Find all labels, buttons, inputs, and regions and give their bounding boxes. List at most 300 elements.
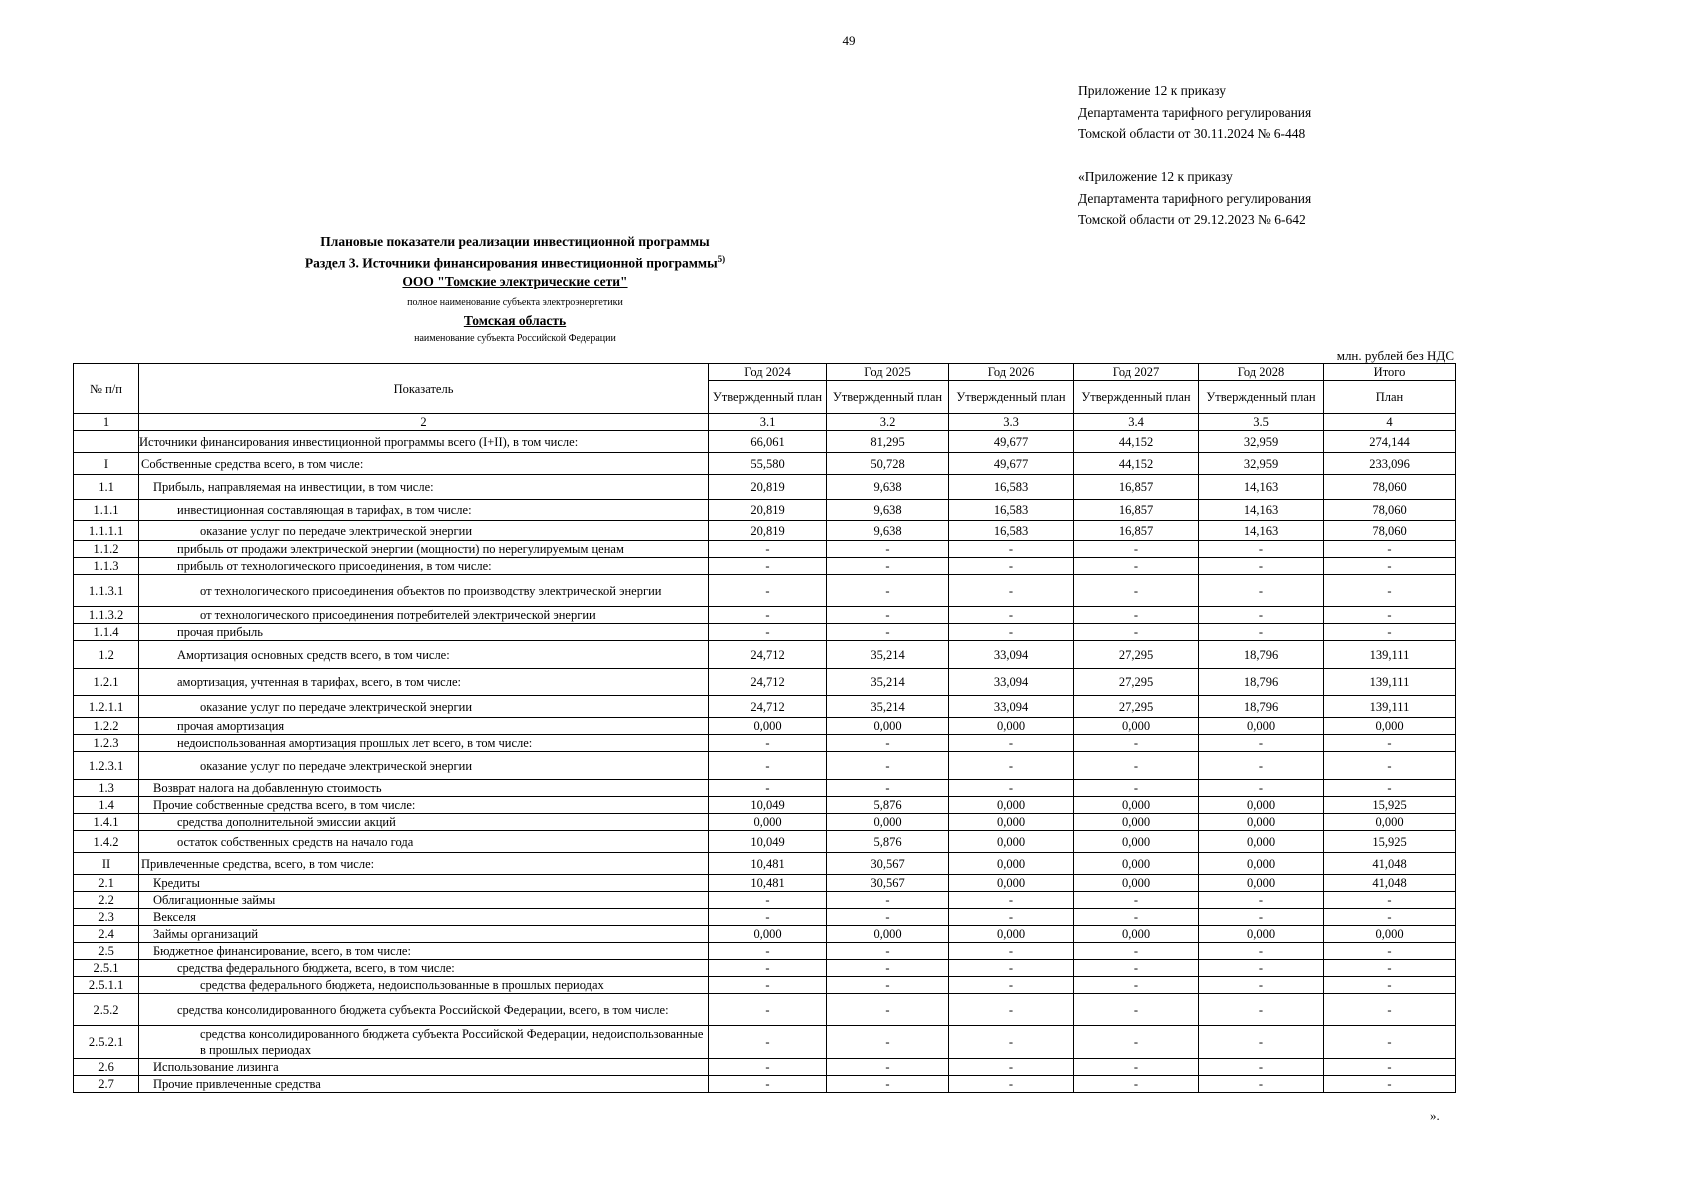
- row-year-value: -: [709, 735, 827, 752]
- appendix-current-line: Департамента тарифного регулирования: [1078, 104, 1312, 120]
- row-number: 1.1.3.1: [74, 575, 139, 607]
- row-number: 1.1.2: [74, 541, 139, 558]
- row-year-value: -: [1074, 624, 1199, 641]
- row-indicator: оказание услуг по передаче электрической энергии: [139, 696, 709, 718]
- row-year-value: 9,638: [827, 521, 949, 541]
- row-total-value: -: [1324, 977, 1456, 994]
- row-year-value: -: [827, 624, 949, 641]
- row-year-value: -: [827, 1026, 949, 1059]
- table-row: [74, 853, 1456, 875]
- row-year-value: 0,000: [949, 926, 1074, 943]
- table-row: [74, 500, 1456, 521]
- row-year-value: 0,000: [827, 814, 949, 831]
- row-year-value: -: [1074, 780, 1199, 797]
- page-number: 49: [842, 33, 856, 48]
- row-year-value: -: [827, 607, 949, 624]
- row-year-value: -: [1199, 994, 1324, 1026]
- row-year-value: 16,857: [1074, 500, 1199, 521]
- row-number: 1.2: [74, 641, 139, 669]
- row-year-value: 20,819: [709, 500, 827, 521]
- row-year-value: 0,000: [1074, 718, 1199, 735]
- row-year-value: 30,567: [827, 875, 949, 892]
- column-number: 3.5: [1199, 414, 1324, 431]
- table-row: [74, 735, 1456, 752]
- table-row: [74, 624, 1456, 641]
- row-year-value: -: [1199, 1026, 1324, 1059]
- row-year-value: 0,000: [949, 718, 1074, 735]
- entity-caption: полное наименование субъекта электроэнергетики: [407, 297, 623, 308]
- row-number: 1.1.3: [74, 558, 139, 575]
- row-year-value: 33,094: [949, 641, 1074, 669]
- table-row: [74, 521, 1456, 541]
- table-row: [74, 575, 1456, 607]
- row-total-value: 0,000: [1324, 926, 1456, 943]
- row-number: [74, 431, 139, 453]
- table-row: [74, 960, 1456, 977]
- table-row: [74, 909, 1456, 926]
- row-year-value: -: [949, 1076, 1074, 1093]
- row-year-value: 9,638: [827, 475, 949, 500]
- row-year-value: 44,152: [1074, 453, 1199, 475]
- row-indicator: оказание услуг по передаче электрической энергии: [139, 521, 709, 541]
- row-indicator: Прочие собственные средства всего, в том числе:: [139, 797, 709, 814]
- row-number: 2.5.1.1: [74, 977, 139, 994]
- row-indicator: средства консолидированного бюджета субъекта Российской Федерации, всего, в том числе:: [139, 994, 709, 1026]
- table-row: [74, 814, 1456, 831]
- row-total-value: 139,111: [1324, 669, 1456, 696]
- row-year-value: 0,000: [1199, 814, 1324, 831]
- row-total-value: -: [1324, 1076, 1456, 1093]
- row-year-value: -: [709, 624, 827, 641]
- table-row: [74, 607, 1456, 624]
- row-year-value: 20,819: [709, 475, 827, 500]
- column-number: 3.1: [709, 414, 827, 431]
- row-year-value: -: [827, 909, 949, 926]
- row-year-value: -: [949, 1026, 1074, 1059]
- row-year-value: -: [1199, 909, 1324, 926]
- table-row: [74, 977, 1456, 994]
- table-row: [74, 1026, 1456, 1059]
- header-plan-kind: Утвержденный план: [1074, 381, 1199, 414]
- row-indicator: прибыль от продажи электрической энергии (мощности) по нерегулируемым ценам: [139, 541, 709, 558]
- table-row: [74, 831, 1456, 853]
- row-year-value: -: [1199, 960, 1324, 977]
- row-indicator: прочая прибыль: [139, 624, 709, 641]
- row-total-value: -: [1324, 558, 1456, 575]
- row-year-value: 16,583: [949, 521, 1074, 541]
- row-year-value: -: [827, 780, 949, 797]
- row-year-value: 0,000: [709, 814, 827, 831]
- row-year-value: -: [709, 977, 827, 994]
- row-indicator: средства дополнительной эмиссии акций: [139, 814, 709, 831]
- row-year-value: 0,000: [1199, 797, 1324, 814]
- row-year-value: -: [949, 575, 1074, 607]
- row-year-value: -: [827, 977, 949, 994]
- row-year-value: 33,094: [949, 669, 1074, 696]
- row-indicator: Облигационные займы: [139, 892, 709, 909]
- row-indicator: средства консолидированного бюджета субъекта Российской Федерации, недоиспользованные в прошлых периодах: [139, 1026, 709, 1059]
- row-year-value: 0,000: [1199, 926, 1324, 943]
- appendix-previous: [1078, 166, 1311, 231]
- row-total-value: 0,000: [1324, 718, 1456, 735]
- row-year-value: -: [827, 892, 949, 909]
- header-plan-kind: Утвержденный план: [827, 381, 949, 414]
- row-year-value: -: [709, 909, 827, 926]
- row-year-value: -: [1199, 624, 1324, 641]
- row-year-value: -: [827, 960, 949, 977]
- row-total-value: 15,925: [1324, 831, 1456, 853]
- header-indicator: Показатель: [139, 364, 709, 414]
- row-year-value: 24,712: [709, 641, 827, 669]
- row-year-value: -: [1199, 607, 1324, 624]
- row-number: 2.4: [74, 926, 139, 943]
- row-total-value: -: [1324, 575, 1456, 607]
- row-year-value: 10,049: [709, 831, 827, 853]
- row-year-value: 27,295: [1074, 696, 1199, 718]
- row-year-value: 27,295: [1074, 641, 1199, 669]
- row-year-value: 14,163: [1199, 500, 1324, 521]
- row-number: 2.1: [74, 875, 139, 892]
- row-total-value: -: [1324, 780, 1456, 797]
- row-year-value: -: [1199, 977, 1324, 994]
- row-total-value: -: [1324, 735, 1456, 752]
- row-year-value: -: [1074, 892, 1199, 909]
- table-header: [74, 364, 1456, 431]
- row-number: 2.6: [74, 1059, 139, 1076]
- row-year-value: 32,959: [1199, 453, 1324, 475]
- row-year-value: 32,959: [1199, 431, 1324, 453]
- column-number: 3.4: [1074, 414, 1199, 431]
- row-year-value: 35,214: [827, 669, 949, 696]
- row-year-value: 44,152: [1074, 431, 1199, 453]
- row-year-value: 10,481: [709, 875, 827, 892]
- row-year-value: 16,857: [1074, 475, 1199, 500]
- row-indicator: инвестиционная составляющая в тарифах, в том числе:: [139, 500, 709, 521]
- row-number: 1.3: [74, 780, 139, 797]
- table-row: [74, 875, 1456, 892]
- row-number: 2.7: [74, 1076, 139, 1093]
- closing-quote: ».: [1430, 1108, 1440, 1123]
- row-number: I: [74, 453, 139, 475]
- appendix-current: [1078, 80, 1311, 145]
- row-year-value: -: [1074, 1026, 1199, 1059]
- row-year-value: -: [1199, 735, 1324, 752]
- table-row: [74, 797, 1456, 814]
- appendix-previous-line: «Приложение 12 к приказу: [1078, 169, 1233, 184]
- row-year-value: 50,728: [827, 453, 949, 475]
- row-year-value: 35,214: [827, 696, 949, 718]
- row-year-value: -: [709, 607, 827, 624]
- row-number: 1.4: [74, 797, 139, 814]
- row-year-value: 55,580: [709, 453, 827, 475]
- row-number: 1.4.1: [74, 814, 139, 831]
- header-year: Год 2026: [949, 364, 1074, 381]
- row-number: 2.5.2.1: [74, 1026, 139, 1059]
- row-year-value: 0,000: [949, 875, 1074, 892]
- row-year-value: 16,583: [949, 500, 1074, 521]
- row-number: II: [74, 853, 139, 875]
- row-year-value: 0,000: [949, 831, 1074, 853]
- row-year-value: 49,677: [949, 431, 1074, 453]
- row-number: 1.2.2: [74, 718, 139, 735]
- row-total-value: -: [1324, 909, 1456, 926]
- row-number: 1.1.3.2: [74, 607, 139, 624]
- row-year-value: -: [1199, 752, 1324, 780]
- row-indicator: Возврат налога на добавленную стоимость: [139, 780, 709, 797]
- row-year-value: 0,000: [827, 718, 949, 735]
- row-total-value: -: [1324, 624, 1456, 641]
- header-total: Итого: [1324, 364, 1456, 381]
- column-number: 3.2: [827, 414, 949, 431]
- row-year-value: -: [1199, 1059, 1324, 1076]
- row-year-value: -: [949, 780, 1074, 797]
- units-label: млн. рублей без НДС: [1336, 348, 1454, 363]
- appendix-current-line: Томской области от 30.11.2024 № 6-448: [1078, 126, 1306, 141]
- row-total-value: -: [1324, 1059, 1456, 1076]
- row-year-value: 18,796: [1199, 641, 1324, 669]
- row-year-value: -: [949, 909, 1074, 926]
- row-year-value: -: [1074, 1076, 1199, 1093]
- row-indicator: Прочие привлеченные средства: [139, 1076, 709, 1093]
- row-number: 1.2.3: [74, 735, 139, 752]
- table-row: [74, 1059, 1456, 1076]
- row-year-value: -: [1074, 943, 1199, 960]
- row-year-value: 0,000: [949, 853, 1074, 875]
- row-year-value: -: [709, 1026, 827, 1059]
- row-year-value: -: [949, 541, 1074, 558]
- row-year-value: -: [949, 735, 1074, 752]
- row-year-value: -: [827, 558, 949, 575]
- row-number: 1.2.3.1: [74, 752, 139, 780]
- row-year-value: -: [1074, 607, 1199, 624]
- row-number: 2.5.1: [74, 960, 139, 977]
- row-year-value: -: [709, 892, 827, 909]
- row-year-value: -: [949, 977, 1074, 994]
- row-year-value: -: [827, 1059, 949, 1076]
- row-year-value: 0,000: [1199, 718, 1324, 735]
- row-indicator: Бюджетное финансирование, всего, в том числе:: [139, 943, 709, 960]
- row-year-value: -: [1074, 909, 1199, 926]
- header-year: Год 2027: [1074, 364, 1199, 381]
- column-number-row: [74, 414, 1456, 431]
- row-number: 1.1.1: [74, 500, 139, 521]
- row-year-value: -: [827, 752, 949, 780]
- row-year-value: 0,000: [1074, 875, 1199, 892]
- row-total-value: 139,111: [1324, 696, 1456, 718]
- row-year-value: 49,677: [949, 453, 1074, 475]
- row-year-value: 18,796: [1199, 669, 1324, 696]
- row-year-value: 10,481: [709, 853, 827, 875]
- row-year-value: -: [949, 752, 1074, 780]
- row-year-value: -: [709, 1059, 827, 1076]
- row-year-value: -: [949, 943, 1074, 960]
- row-year-value: 0,000: [827, 926, 949, 943]
- table-row: [74, 1076, 1456, 1093]
- row-year-value: 0,000: [1199, 831, 1324, 853]
- table-row: [74, 892, 1456, 909]
- table-body: [74, 431, 1456, 1093]
- row-year-value: -: [827, 1076, 949, 1093]
- row-total-value: 274,144: [1324, 431, 1456, 453]
- row-year-value: -: [1074, 994, 1199, 1026]
- column-number: 3.3: [949, 414, 1074, 431]
- row-year-value: 0,000: [1199, 875, 1324, 892]
- row-total-value: 139,111: [1324, 641, 1456, 669]
- row-year-value: -: [827, 541, 949, 558]
- row-year-value: -: [827, 943, 949, 960]
- table-row: [74, 780, 1456, 797]
- row-year-value: -: [949, 1059, 1074, 1076]
- row-total-value: -: [1324, 607, 1456, 624]
- row-total-value: 78,060: [1324, 500, 1456, 521]
- row-year-value: -: [1199, 575, 1324, 607]
- row-year-value: -: [1199, 943, 1324, 960]
- row-year-value: 0,000: [1074, 853, 1199, 875]
- table-row: [74, 696, 1456, 718]
- row-indicator: оказание услуг по передаче электрической энергии: [139, 752, 709, 780]
- table-row: [74, 718, 1456, 735]
- row-year-value: -: [1074, 752, 1199, 780]
- row-number: 1.1.4: [74, 624, 139, 641]
- row-indicator: Амортизация основных средств всего, в том числе:: [139, 641, 709, 669]
- row-year-value: 0,000: [1074, 926, 1199, 943]
- section-footnote-mark: 5): [717, 254, 726, 264]
- row-indicator: Собственные средства всего, в том числе:: [139, 453, 709, 475]
- row-indicator: амортизация, учтенная в тарифах, всего, в том числе:: [139, 669, 709, 696]
- appendix-current-line: Приложение 12 к приказу: [1078, 83, 1226, 98]
- row-total-value: -: [1324, 1026, 1456, 1059]
- row-indicator: Прибыль, направляемая на инвестиции, в том числе:: [139, 475, 709, 500]
- row-year-value: -: [1199, 541, 1324, 558]
- row-year-value: 0,000: [709, 718, 827, 735]
- header-year: Год 2024: [709, 364, 827, 381]
- financing-sources-table: [73, 363, 1456, 1093]
- row-year-value: -: [949, 994, 1074, 1026]
- table-row: [74, 994, 1456, 1026]
- row-year-value: -: [1074, 977, 1199, 994]
- row-total-value: 78,060: [1324, 521, 1456, 541]
- row-indicator: Займы организаций: [139, 926, 709, 943]
- row-year-value: -: [709, 752, 827, 780]
- row-year-value: 24,712: [709, 696, 827, 718]
- row-indicator: средства федерального бюджета, всего, в том числе:: [139, 960, 709, 977]
- document-title: Плановые показатели реализации инвестиционной программы: [320, 234, 710, 249]
- header-year: Год 2025: [827, 364, 949, 381]
- row-year-value: -: [709, 960, 827, 977]
- region-caption: наименование субъекта Российской Федерации: [414, 333, 616, 344]
- column-number: 2: [139, 414, 709, 431]
- row-year-value: 81,295: [827, 431, 949, 453]
- row-year-value: 0,000: [1074, 797, 1199, 814]
- row-total-value: 41,048: [1324, 875, 1456, 892]
- appendix-previous-line: Томской области от 29.12.2023 № 6-642: [1078, 212, 1306, 227]
- row-year-value: -: [827, 994, 949, 1026]
- row-year-value: 16,857: [1074, 521, 1199, 541]
- row-indicator: Использование лизинга: [139, 1059, 709, 1076]
- table-row: [74, 943, 1456, 960]
- header-num: № п/п: [74, 364, 139, 414]
- row-indicator: прочая амортизация: [139, 718, 709, 735]
- section-title: [200, 254, 830, 272]
- row-year-value: -: [949, 558, 1074, 575]
- row-year-value: -: [949, 892, 1074, 909]
- row-indicator: Векселя: [139, 909, 709, 926]
- row-year-value: 24,712: [709, 669, 827, 696]
- row-year-value: -: [1074, 541, 1199, 558]
- row-year-value: -: [827, 735, 949, 752]
- table-row: [74, 641, 1456, 669]
- row-year-value: 27,295: [1074, 669, 1199, 696]
- row-number: 2.3: [74, 909, 139, 926]
- row-year-value: -: [709, 558, 827, 575]
- table-row: [74, 475, 1456, 500]
- row-total-value: -: [1324, 752, 1456, 780]
- row-indicator: остаток собственных средств на начало года: [139, 831, 709, 853]
- row-year-value: -: [1074, 735, 1199, 752]
- row-number: 2.2: [74, 892, 139, 909]
- row-total-value: 15,925: [1324, 797, 1456, 814]
- row-year-value: -: [709, 1076, 827, 1093]
- row-year-value: 0,000: [1199, 853, 1324, 875]
- row-year-value: -: [709, 994, 827, 1026]
- row-year-value: -: [1074, 558, 1199, 575]
- row-year-value: 35,214: [827, 641, 949, 669]
- row-year-value: 0,000: [1074, 831, 1199, 853]
- row-year-value: -: [1199, 892, 1324, 909]
- header-total-kind: План: [1324, 381, 1456, 414]
- row-year-value: 10,049: [709, 797, 827, 814]
- row-year-value: 0,000: [1074, 814, 1199, 831]
- header-plan-kind: Утвержденный план: [949, 381, 1074, 414]
- row-year-value: -: [1074, 575, 1199, 607]
- row-total-value: 233,096: [1324, 453, 1456, 475]
- row-year-value: -: [827, 575, 949, 607]
- row-year-value: 0,000: [709, 926, 827, 943]
- header-year: Год 2028: [1199, 364, 1324, 381]
- region-name: Томская область: [463, 313, 567, 328]
- row-indicator: средства федерального бюджета, недоиспользованные в прошлых периодах: [139, 977, 709, 994]
- row-year-value: -: [709, 575, 827, 607]
- row-year-value: 16,583: [949, 475, 1074, 500]
- section-title-text: Раздел 3. Источники финансирования инвестиционной программы: [304, 255, 718, 271]
- header-plan-kind: Утвержденный план: [1199, 381, 1324, 414]
- row-year-value: 33,094: [949, 696, 1074, 718]
- row-year-value: -: [709, 780, 827, 797]
- row-indicator: от технологического присоединения потребителей электрической энергии: [139, 607, 709, 624]
- row-year-value: 20,819: [709, 521, 827, 541]
- row-year-value: 5,876: [827, 797, 949, 814]
- row-year-value: 14,163: [1199, 475, 1324, 500]
- row-year-value: -: [949, 607, 1074, 624]
- entity-name: ООО "Томские электрические сети": [402, 274, 628, 289]
- row-year-value: -: [709, 541, 827, 558]
- row-total-value: -: [1324, 541, 1456, 558]
- table-row: [74, 558, 1456, 575]
- row-total-value: 41,048: [1324, 853, 1456, 875]
- row-year-value: -: [1199, 1076, 1324, 1093]
- table-row: [74, 669, 1456, 696]
- row-total-value: -: [1324, 994, 1456, 1026]
- table-row: [74, 431, 1456, 453]
- row-number: 2.5.2: [74, 994, 139, 1026]
- row-year-value: 9,638: [827, 500, 949, 521]
- row-total-value: -: [1324, 892, 1456, 909]
- column-number: 4: [1324, 414, 1456, 431]
- row-year-value: 66,061: [709, 431, 827, 453]
- row-total-value: -: [1324, 943, 1456, 960]
- row-year-value: -: [949, 960, 1074, 977]
- row-number: 1.1: [74, 475, 139, 500]
